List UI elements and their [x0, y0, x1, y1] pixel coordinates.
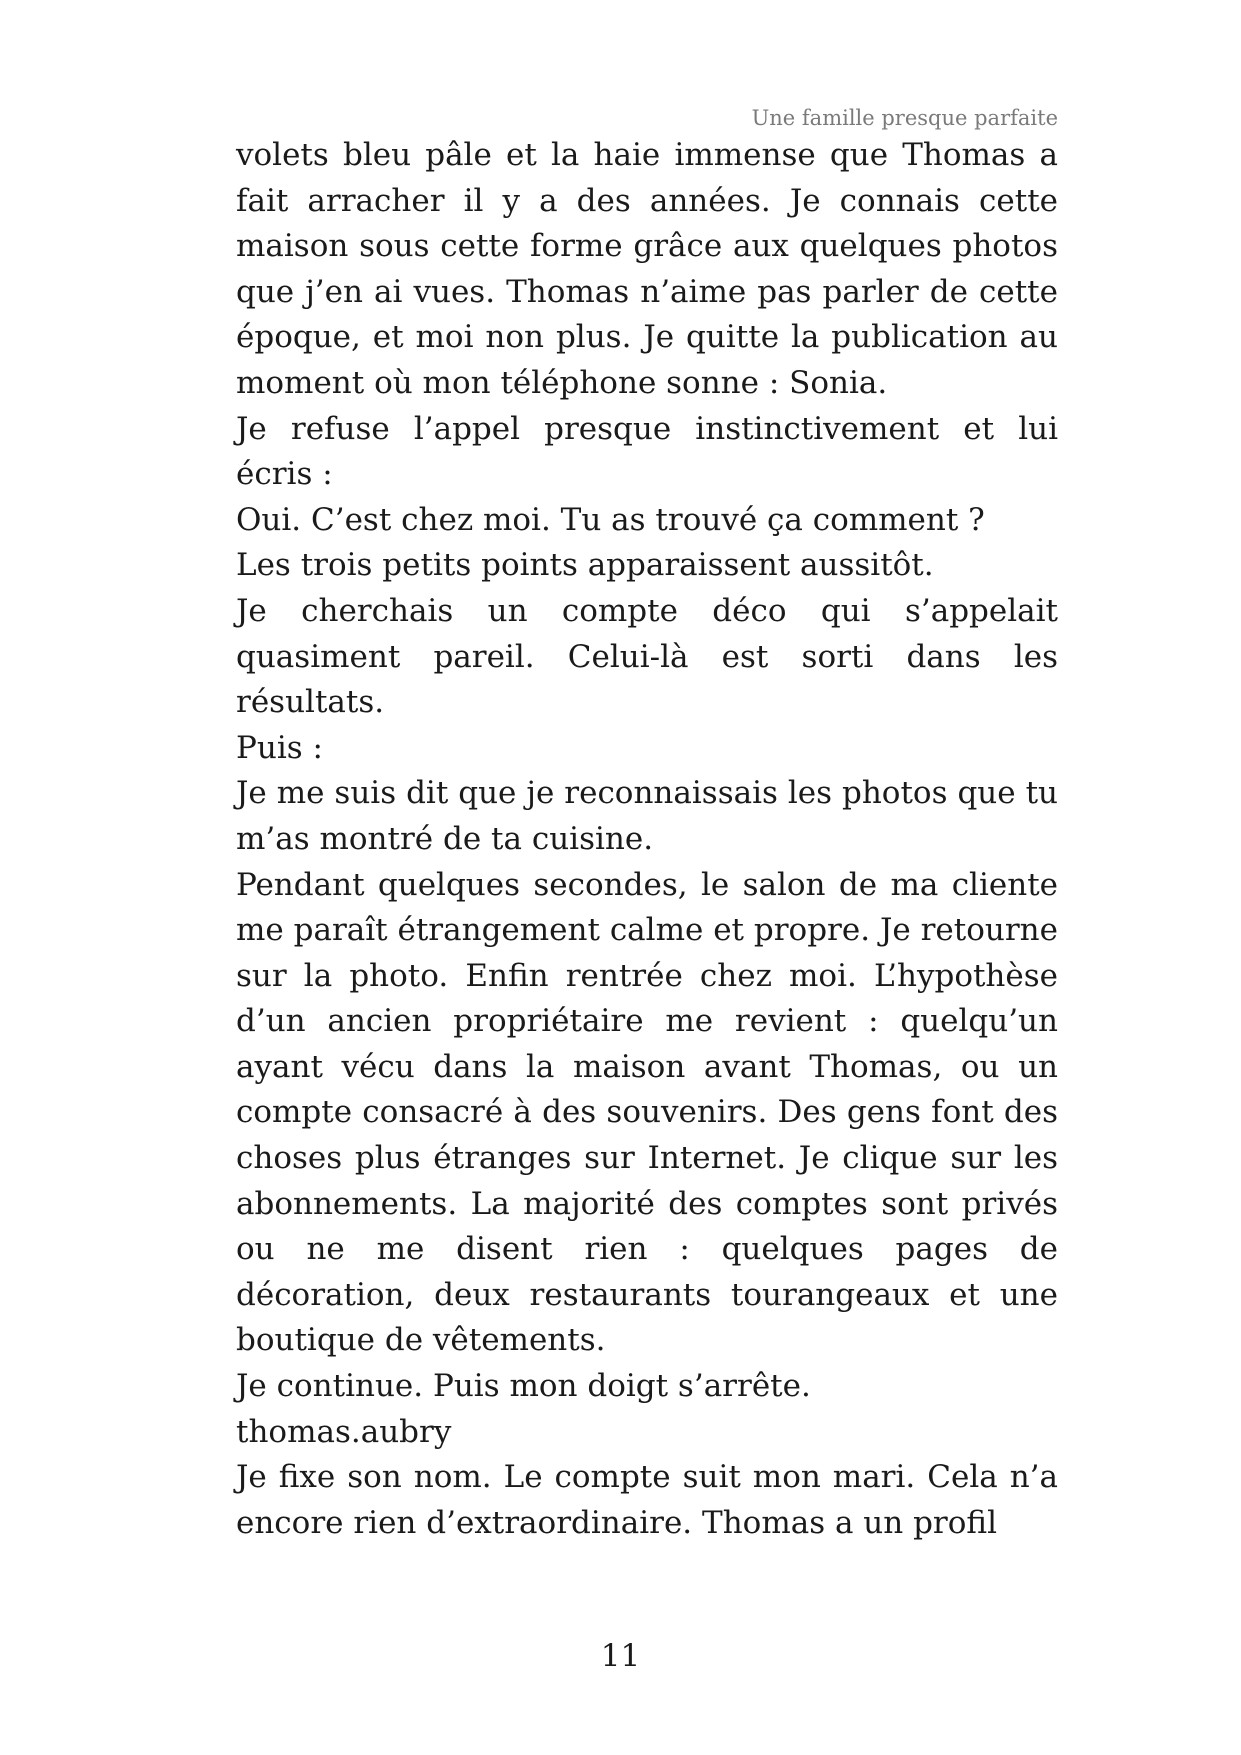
paragraph: Les trois petits points apparaissent aussitôt.	[236, 547, 934, 584]
paragraph: Je cherchais un compte déco qui s’appelait quasiment pareil. Celui-là est sorti dans les résultats.	[236, 592, 1058, 721]
paragraph: thomas.aubry	[236, 1413, 452, 1450]
paragraph: Puis :	[236, 729, 323, 766]
paragraph: Pendant quelques secondes, le salon de ma cliente me paraît étrangement calme et propre. Je retourne sur la photo. Enfin rentrée chez moi. L’hypothèse d’un ancien propriétaire me revient : quelqu’un ayant vécu dans la maison avant Thomas, ou un compte consacré à des souvenirs. Des gens font des choses plus étranges sur Internet. Je clique sur les abonnements. La majorité des comptes sont privés ou ne me disent rien : quelques pages de décoration, deux restaurants tourangeaux et une boutique de vêtements.	[236, 866, 1058, 1359]
paragraph: Oui. C’est chez moi. Tu as trouvé ça comment ?	[236, 501, 985, 538]
running-header-title: Une famille presque parfaite	[751, 106, 1058, 130]
paragraph: volets bleu pâle et la haie immense que Thomas a fait arracher il y a des années. Je connais cette maison sous cette forme grâce aux quelques photos que j’en ai vues. Thomas n’aime pas parler de cette époque, et moi non plus. Je quitte la publication au moment où mon téléphone sonne : Sonia.	[236, 137, 1058, 401]
paragraph: Je me suis dit que je reconnaissais les photos que tu m’as montré de ta cuisine.	[236, 775, 1058, 857]
paragraph: Je continue. Puis mon doigt s’arrête.	[236, 1368, 811, 1405]
paragraph: Je refuse l’appel presque instinctivement et lui écris :	[236, 410, 1058, 493]
page-number: 11	[600, 1638, 641, 1674]
paragraph: Je fixe son nom. Le compte suit mon mari. Cela n’a encore rien d’extraordinaire. Thomas a un profil	[236, 1459, 1058, 1541]
body-text	[236, 133, 1058, 1546]
